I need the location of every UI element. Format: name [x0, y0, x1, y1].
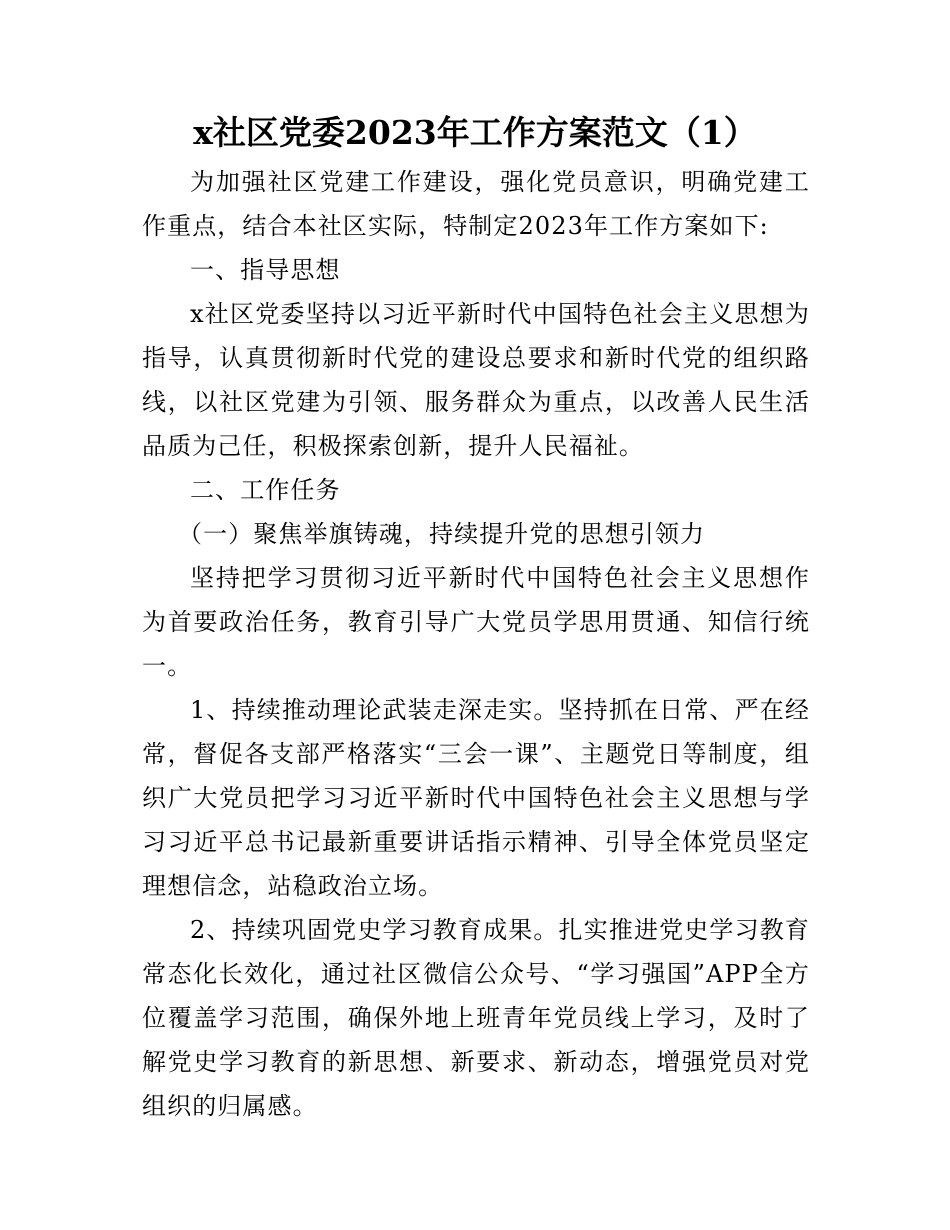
intro-paragraph: 为加强社区党建工作建设，强化党员意识，明确党建工作重点，结合本社区实际，特制定2023年工作方案如下: — [142, 168, 810, 240]
section-heading-guiding-ideology: 一、指导思想 — [190, 256, 341, 284]
subsection-heading-1: （一）聚焦举旗铸魂，持续提升党的思想引领力 — [178, 520, 706, 548]
guiding-ideology-paragraph: x社区党委坚持以习近平新时代中国特色社会主义思想为指导，认真贯彻新时代党的建设总要求和新时代党的组织路线，以社区党建为引领、服务群众为重点，以改善人民生活品质为己任，积极探索创新，提升人民福祉。 — [142, 300, 810, 460]
task-item-1-paragraph: 1、持续推动理论武装走深走实。坚持抓在日常、严在经常，督促各支部严格落实“三会一课”、主题党日等制度，组织广大党员把学习习近平新时代中国特色社会主义思想与学习习近平总书记最新重要讲话指示精神、引导全体党员坚定理想信念，站稳政治立场。 — [142, 696, 810, 900]
subsection-1-paragraph: 坚持把学习贯彻习近平新时代中国特色社会主义思想作为首要政治任务，教育引导广大党员学思用贯通、知信行统一。 — [142, 564, 810, 680]
document-body — [142, 160, 810, 1128]
section-heading-work-tasks: 二、工作任务 — [190, 476, 341, 504]
document-title: x社区党委2023年工作方案范文（1） — [193, 113, 757, 152]
task-item-2-paragraph: 2、持续巩固党史学习教育成果。扎实推进党史学习教育常态化长效化，通过社区微信公众号、“学习强国”APP全方位覆盖学习范围，确保外地上班青年党员线上学习，及时了解党史学习教育的新思想、新要求、新动态，增强党员对党组织的归属感。 — [142, 916, 810, 1120]
